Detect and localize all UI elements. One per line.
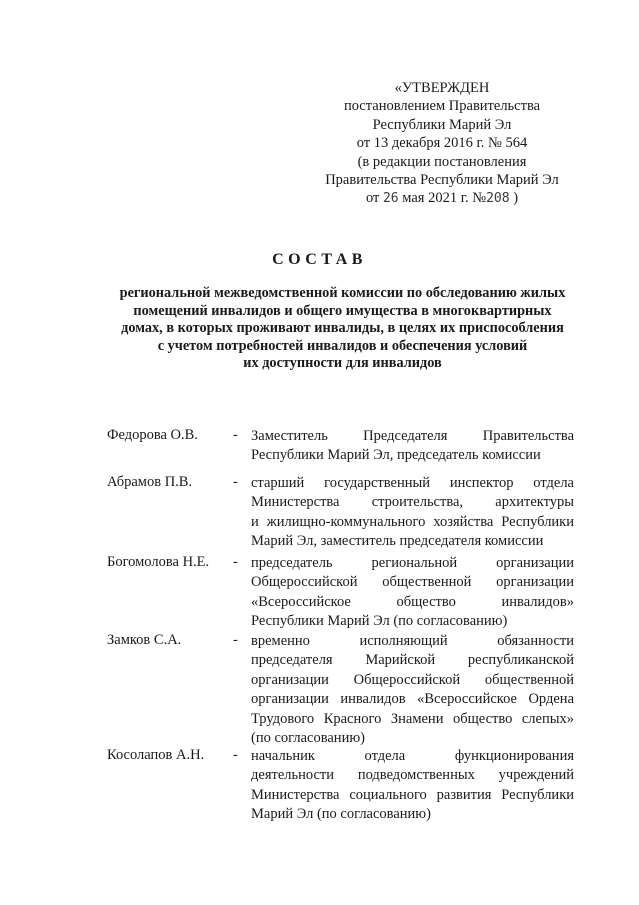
member-dash: - — [233, 554, 238, 570]
description-line: Министерства социального развития Республики — [251, 786, 574, 803]
description-line: начальник отдела функционирования — [251, 748, 574, 764]
member-name: Абрамов П.В. — [107, 474, 193, 490]
description-line: Трудового Красного Знамени общество слепых» — [251, 710, 574, 727]
subtitle-line: с учетом потребностей инвалидов и обеспечения условий — [157, 337, 528, 354]
member-description — [251, 632, 574, 748]
approval-line: постановлением Правительства — [343, 98, 541, 115]
subtitle-line: региональной межведомственной комиссии по обследованию жилых — [119, 285, 566, 301]
subtitle-line: домах, в которых проживают инвалиды, в целях их приспособления — [121, 320, 564, 336]
handwritten-day: 26 — [382, 191, 399, 207]
subtitle-line: их доступности для инвалидов — [243, 355, 442, 371]
description-line: председатель региональной организации — [251, 555, 574, 571]
approval-line: Правительства Республики Марий Эл — [325, 172, 559, 189]
description-line: Марий Эл, заместитель председателя комиссии — [251, 533, 544, 550]
approval-line: Республики Марий Эл — [372, 116, 512, 133]
description-line: организации инвалидов «Всероссийское Ордена — [251, 691, 574, 708]
approval-line: «УТВЕРЖДЕН — [394, 80, 490, 96]
description-line: председателя Марийской республиканской — [251, 652, 574, 669]
member-dash: - — [233, 474, 238, 490]
date-prefix: от — [365, 190, 380, 207]
member-description — [251, 427, 574, 466]
member-name: Богомолова Н.Е. — [107, 554, 210, 570]
date-middle: мая 2021 г. № — [402, 190, 487, 207]
subtitle-line: помещений инвалидов и общего имущества в многоквартирных — [133, 302, 552, 319]
member-dash: - — [233, 427, 238, 443]
description-line: старший государственный инспектор отдела — [251, 475, 574, 491]
description-line: (по согласованию) — [251, 730, 365, 747]
member-name: Федорова О.В. — [107, 427, 198, 443]
description-line: Заместитель Председателя Правительства — [251, 428, 574, 444]
description-line: Министерства строительства, архитектуры — [251, 494, 574, 511]
description-line: деятельности подведомственных учреждений — [251, 767, 574, 784]
description-line: и жилищно-коммунального хозяйства Республики — [251, 513, 574, 530]
member-dash: - — [233, 747, 238, 763]
date-suffix: ) — [513, 190, 519, 207]
approval-date-line — [318, 189, 566, 208]
description-line: Республики Марий Эл, председатель комиссии — [251, 447, 541, 464]
member-description — [251, 747, 574, 825]
description-line: Марий Эл (по согласованию) — [251, 806, 431, 823]
description-line: Республики Марий Эл (по согласованию) — [251, 613, 508, 630]
approval-stamp-block — [318, 79, 566, 209]
approval-line: (в редакции постановления — [357, 153, 527, 170]
member-dash: - — [233, 632, 238, 648]
description-line: временно исполняющий обязанности — [251, 633, 574, 649]
member-name: Косолапов А.Н. — [107, 747, 205, 763]
description-line: «Всероссийское общество инвалидов» — [251, 593, 574, 610]
description-line: организации Общероссийской общественной — [251, 671, 574, 688]
member-name: Замков С.А. — [107, 632, 182, 648]
member-description — [251, 554, 574, 632]
document-subtitle — [90, 285, 595, 373]
handwritten-number: 208 — [486, 191, 510, 207]
member-description — [251, 474, 574, 552]
document-title: СОСТАВ — [272, 251, 367, 268]
description-line: Общероссийской общественной организации — [251, 574, 574, 591]
approval-line: от 13 декабря 2016 г. № 564 — [356, 135, 528, 152]
